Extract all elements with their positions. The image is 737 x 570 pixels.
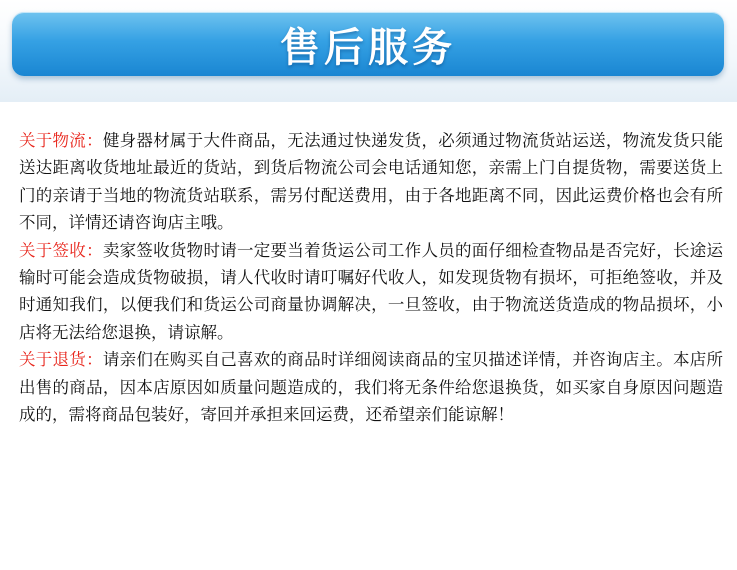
- receipt-section: [19, 237, 723, 347]
- logistics-text: 健身器材属于大件商品，无法通过快递发货，必须通过物流货站运送，物流发货只能送达距离收货地址最近的货站，到货后物流公司会电话通知您，亲需上门自提货物，需要送货上门的亲请于当地的物流货站联系，需另付配送费用，由于各地距离不同，因此运费价格也会有所不同，详情还请咨询店主哦。: [19, 131, 724, 233]
- page-title: 售后服务: [280, 24, 456, 71]
- return-text: 请亲们在购买自己喜欢的商品时详细阅读商品的宝贝描述详情，并咨询店主。本店所出售的商品，因本店原因如质量问题造成的，我们将无条件给您退换货，如买家自身原因问题造成的，需将商品包装好，寄回并承担来回运费，还希望亲们能谅解！: [19, 350, 724, 425]
- title-banner: [12, 12, 724, 76]
- return-section: [19, 346, 723, 428]
- service-content: [19, 127, 723, 428]
- logistics-label: 关于物流：: [19, 131, 103, 150]
- receipt-label: 关于签收：: [19, 240, 103, 260]
- receipt-text: 卖家签收货物时请一定要当着货运公司工作人员的面仔细检查物品是否完好，长途运输时可能会造成货物破损，请人代收时请叮嘱好代收人，如发现货物有损坏，可拒绝签收，并及时通知我们，以便我们和货运公司商量协调解决，一旦签收，由于物流送货造成的物品损坏，小店将无法给您退换，请谅解。: [19, 240, 724, 342]
- logistics-section: [19, 127, 723, 237]
- return-label: 关于退货：: [19, 350, 103, 370]
- header-band: [0, 0, 737, 102]
